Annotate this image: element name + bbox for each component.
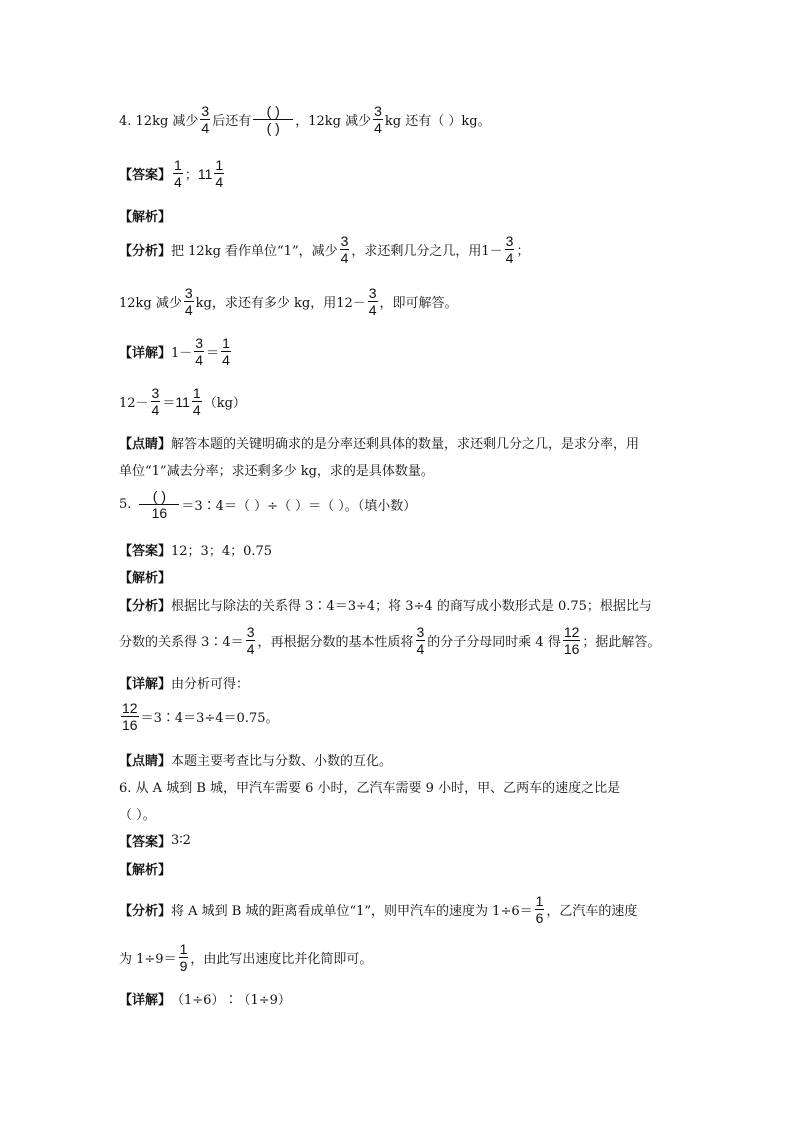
q5-dianjing: 【点睛】 本题主要考查比与分数、小数的互化。 <box>119 754 393 769</box>
q6-stem-2: （ ）。 <box>119 808 156 823</box>
fraction: $\frac{1}{4}$ <box>174 157 182 190</box>
q6-stem-1: 6. 从 A 城到 B 城，甲汽车需要 6 小时，乙汽车需要 9 小时，甲、乙两车的速度之比是 <box>119 781 621 796</box>
q6-fenxi-1: 【分析】 将 A 城到 B 城的距离看成单位“1”，则甲汽车的速度为 1÷6＝ $\frac{1}{6}$ ，乙汽车的速度 <box>119 893 638 926</box>
q4-dianjing-2: 单位“1”减去分率；求还剩多少 kg，求的是具体数量。 <box>119 464 434 479</box>
fraction: $\frac{3}{4}$ <box>374 103 382 136</box>
q5-answer: 【答案】 12；3；4；0.75 <box>119 544 273 559</box>
q6-fenxi-2: 为 1÷9＝ $\frac{1}{9}$ ，由此写出速度比并化简即可。 <box>119 941 373 974</box>
q6-xiangjie: 【详解】 （1÷6）∶（1÷9） <box>119 993 291 1008</box>
q5-fenxi-1: 【分析】 根据比与除法的关系得 3∶4＝3÷4；将 3÷4 的商写成小数形式是 0.75；根据比与 <box>119 599 652 614</box>
q4-dianjing-1: 【点睛】 解答本题的关键明确求的是分率还剩具体的数量，求还剩几分之几，是求分率，用 <box>119 437 640 452</box>
q6-jiexi: 【解析】 <box>119 863 172 878</box>
q5-xiangjie-2: $\frac{12}{16}$ ＝3∶4＝3÷4＝0.75。 <box>122 700 279 733</box>
blank-fraction[interactable]: $\frac{( )}{( )}$ <box>253 103 293 136</box>
q5-stem: 5. $\frac{( )}{16}$ ＝3∶4＝（ ）÷（ ）＝（ ）。（填小数） <box>119 488 417 521</box>
q6-answer: 【答案】 3∶2 <box>119 833 191 850</box>
q4-fenxi-2: 12kg 减少 $\frac{3}{4}$ kg，求还有多少 kg，用12－ $\frac{3}{4}$ ，即可解答。 <box>119 285 458 318</box>
blank-fraction[interactable]: $\frac{( )}{16}$ <box>139 488 179 521</box>
q4-fenxi-1: 【分析】 把 12kg 看作单位“1”，减少 $\frac{3}{4}$ ，求还剩几分之几，用1－ $\frac{3}{4}$ ； <box>119 233 530 266</box>
q4-xiangjie-2: 12－ $\frac{3}{4}$ ＝ 11 $\frac{1}{4}$ （kg） <box>119 385 246 418</box>
fraction: $\frac{3}{4}$ <box>201 103 210 136</box>
q5-jiexi: 【解析】 <box>119 571 172 586</box>
q4-stem: 4. 12kg 减少 $\frac{3}{4}$ 后还有 $\frac{( )}{( )}$ ，12kg 减少 $\frac{3}{4}$ kg 还有（ ）kg。 <box>119 103 491 136</box>
q4-answer: 【答案】 $\frac{1}{4}$ ； 11 $\frac{1}{4}$ <box>119 157 226 190</box>
q5-fenxi-2: 分数的关系得 3∶4＝ $\frac{3}{4}$ ，再根据分数的基本性质将 $\frac{3}{4}$ 的分子分母同时乘 4 得 $\frac{12}{16}$ ；据此解答。 <box>119 624 661 657</box>
q5-xiangjie-1: 【详解】 由分析可得： <box>119 677 250 692</box>
q4-jiexi: 【解析】 <box>119 210 172 225</box>
mixed-number: 11 $\frac{1}{4}$ <box>197 157 224 190</box>
q4-xiangjie-1: 【详解】 1－ $\frac{3}{4}$ ＝ $\frac{1}{4}$ <box>119 335 230 368</box>
